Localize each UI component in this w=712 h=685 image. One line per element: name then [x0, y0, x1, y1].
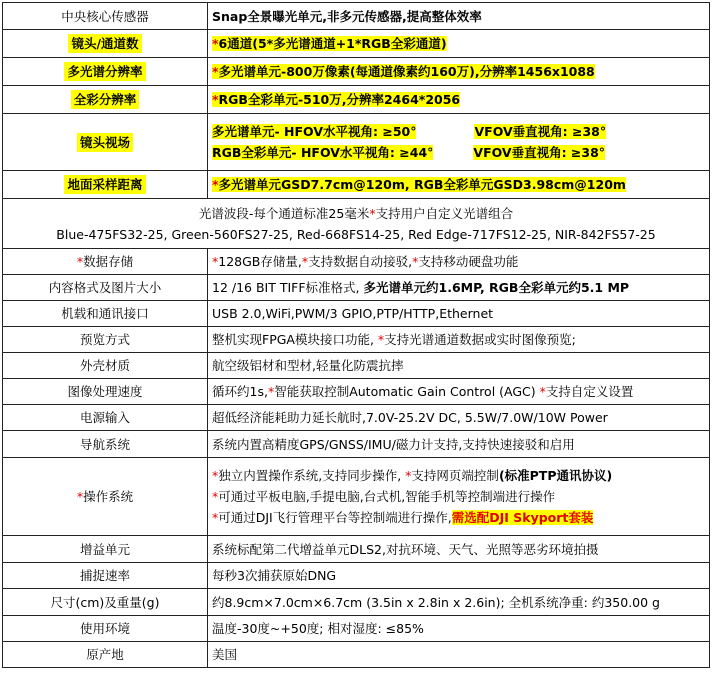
row-storage	[3, 249, 710, 275]
processing-custom: 支持自定义设置	[545, 384, 634, 399]
label-storage: 数据存储	[83, 254, 134, 269]
value-gsd-cell	[208, 171, 710, 199]
row-housing	[3, 353, 710, 379]
os-line-3	[212, 507, 705, 528]
row-capture	[3, 563, 710, 589]
star-mark: *	[412, 254, 419, 269]
os-dji: 可通过DJI飞行管理平台等控制端进行操作,	[218, 510, 452, 525]
row-gain	[3, 536, 710, 563]
row-os	[3, 458, 710, 536]
row-environment	[3, 616, 710, 642]
label-gain: 增益单元	[3, 536, 208, 563]
processing-cycle: 循环约1s,	[212, 384, 268, 399]
label-core-sensor: 中央核心传感器	[3, 3, 208, 30]
preview-fpga: 整机实现FPGA模块接口功能,	[212, 332, 378, 347]
value-ms-resolution-wrap	[212, 64, 595, 79]
star-mark: *	[212, 489, 219, 504]
bands-standard: 光谱波段-每个通道标准25毫米	[198, 205, 370, 221]
value-origin: 美国	[208, 642, 710, 668]
value-processing-cell	[208, 379, 710, 405]
row-power	[3, 405, 710, 431]
spec-table	[2, 2, 710, 668]
label-capture: 捕捉速率	[3, 563, 208, 589]
format-tiff: 12 /16 BIT TIFF标准格式,	[212, 280, 364, 295]
star-mark: *	[212, 36, 219, 51]
processing-agc: 智能获取控制Automatic Gain Control (AGC)	[274, 384, 540, 399]
label-gsd: 地面采样距离	[64, 175, 145, 194]
row-ms-resolution	[3, 58, 710, 86]
value-lens-channels-cell	[208, 30, 710, 58]
star-mark: *	[267, 384, 275, 399]
value-gsd-wrap	[212, 177, 626, 192]
row-gsd	[3, 171, 710, 199]
os-builtin: 独立内置操作系统,支持同步操作,	[218, 468, 406, 483]
row-bands	[3, 199, 710, 249]
fov-line-rgb	[212, 142, 705, 163]
star-mark: *	[76, 254, 84, 269]
value-os-cell	[208, 458, 710, 536]
row-preview	[3, 327, 710, 353]
value-capture: 每秒3次捕获原始DNG	[208, 563, 710, 589]
value-fov-cell	[208, 114, 710, 171]
label-origin: 原产地	[3, 642, 208, 668]
label-ms-resolution: 多光谱分辨率	[64, 62, 145, 81]
label-gsd-cell	[3, 171, 208, 199]
value-gsd: 多光谱单元GSD7.7cm@120m, RGB全彩单元GSD3.98cm@120m	[218, 177, 626, 192]
fov-ms-v: VFOV垂直视角: ≥38°	[474, 124, 607, 139]
star-mark: *	[369, 205, 376, 221]
star-mark: *	[212, 254, 219, 269]
row-format	[3, 275, 710, 301]
label-preview: 预览方式	[3, 327, 208, 353]
value-gain: 系统标配第二代增益单元DLS2,对抗环境、天气、光照等恶劣环境拍摄	[208, 536, 710, 563]
star-mark: *	[212, 64, 219, 79]
label-lens-channels-cell	[3, 30, 208, 58]
storage-usb: 支持移动硬盘功能	[418, 254, 519, 269]
os-devices: 可通过平板电脑,手提电脑,台式机,智能手机等控制端进行操作	[218, 489, 556, 504]
os-skyport: 需选配DJI Skyport套装	[451, 510, 594, 525]
row-lens-channels	[3, 30, 710, 58]
fov-line-ms	[212, 121, 705, 142]
value-size: 约8.9cm×7.0cm×6.7cm (3.5in x 2.8in x 2.6in); 全机系统净重: 约350.00 g	[208, 589, 710, 616]
value-rgb-resolution: RGB全彩单元-510万,分辨率2464*2056	[218, 92, 461, 107]
row-origin	[3, 642, 710, 668]
label-housing: 外壳材质	[3, 353, 208, 379]
row-interface	[3, 301, 710, 327]
fov-ms-h: 多光谱单元- HFOV水平视角: ≥50°	[212, 124, 417, 139]
label-os-cell	[3, 458, 208, 536]
row-size	[3, 589, 710, 616]
label-processing: 图像处理速度	[3, 379, 208, 405]
row-core-sensor	[3, 3, 710, 30]
star-mark: *	[405, 468, 412, 483]
value-ms-resolution: 多光谱单元-800万像素(每通道像素约160万),分辨率1456x1088	[218, 64, 595, 79]
value-housing: 航空级铝材和型材,轻量化防震抗摔	[208, 353, 710, 379]
label-lens-channels: 镜头/通道数	[68, 34, 141, 53]
star-mark: *	[76, 489, 84, 504]
value-format-cell	[208, 275, 710, 301]
os-ptp: (标准PTP通讯协议)	[498, 468, 613, 483]
value-storage-cell	[208, 249, 710, 275]
value-lens-channels-wrap	[212, 36, 447, 51]
label-storage-cell	[3, 249, 208, 275]
label-environment: 使用环境	[3, 616, 208, 642]
label-rgb-resolution-cell	[3, 86, 208, 114]
value-environment: 温度-30度~+50度; 相对湿度: ≤85%	[208, 616, 710, 642]
star-mark: *	[212, 92, 219, 107]
row-processing	[3, 379, 710, 405]
row-fov	[3, 114, 710, 171]
label-size: 尺寸(cm)及重量(g)	[3, 589, 208, 616]
star-mark: *	[301, 254, 309, 269]
bands-custom: 支持用户自定义光谱组合	[375, 205, 514, 221]
label-navigation: 导航系统	[3, 431, 208, 458]
row-navigation	[3, 431, 710, 458]
os-line-2	[212, 486, 705, 507]
label-fov: 镜头视场	[77, 133, 133, 152]
bands-line-2: Blue-475FS32-25, Green-560FS27-25, Red-668FS14-25, Red Edge-717FS12-25, NIR-842FS57-25	[56, 226, 656, 242]
value-rgb-resolution-wrap	[212, 92, 460, 107]
label-format: 内容格式及图片大小	[3, 275, 208, 301]
label-os: 操作系统	[83, 489, 134, 504]
label-ms-resolution-cell	[3, 58, 208, 86]
os-line-1	[212, 465, 705, 486]
value-rgb-resolution-cell	[208, 86, 710, 114]
value-bands-cell	[3, 199, 710, 249]
label-interface: 机载和通讯接口	[3, 301, 208, 327]
preview-realtime: 支持光谱通道数据或实时图像预览;	[384, 332, 576, 347]
star-mark: *	[212, 510, 219, 525]
value-power: 超低经济能耗助力延长航时,7.0V-25.2V DC, 5.5W/7.0W/10W Power	[208, 405, 710, 431]
label-fov-cell	[3, 114, 208, 171]
fov-rgb-v: VFOV垂直视角: ≥38°	[473, 145, 606, 160]
os-web: 支持网页端控制	[411, 468, 499, 483]
label-power: 电源输入	[3, 405, 208, 431]
star-mark: *	[212, 177, 219, 192]
value-lens-channels: 6通道(5*多光谱通道+1*RGB全彩通道)	[218, 36, 447, 51]
bands-line-1	[7, 203, 705, 224]
star-mark: *	[212, 468, 219, 483]
row-rgb-resolution	[3, 86, 710, 114]
star-mark: *	[539, 384, 546, 399]
value-preview-cell	[208, 327, 710, 353]
storage-auto: 支持数据自动接驳,	[308, 254, 413, 269]
value-navigation: 系统内置高精度GPS/GNSS/IMU/磁力计支持,支持快速接驳和启用	[208, 431, 710, 458]
storage-capacity: 128GB存储量,	[218, 254, 302, 269]
value-core-sensor: Snap全景曝光单元,非多元传感器,提高整体效率	[208, 3, 710, 30]
value-ms-resolution-cell	[208, 58, 710, 86]
value-interface: USB 2.0,WiFi,PWM/3 GPIO,PTP/HTTP,Ethernet	[208, 301, 710, 327]
fov-rgb-h: RGB全彩单元- HFOV水平视角: ≥44°	[212, 145, 434, 160]
label-rgb-resolution: 全彩分辨率	[71, 90, 140, 109]
star-mark: *	[377, 332, 385, 347]
format-size: 多光谱单元约1.6MP, RGB全彩单元约5.1 MP	[363, 280, 630, 295]
